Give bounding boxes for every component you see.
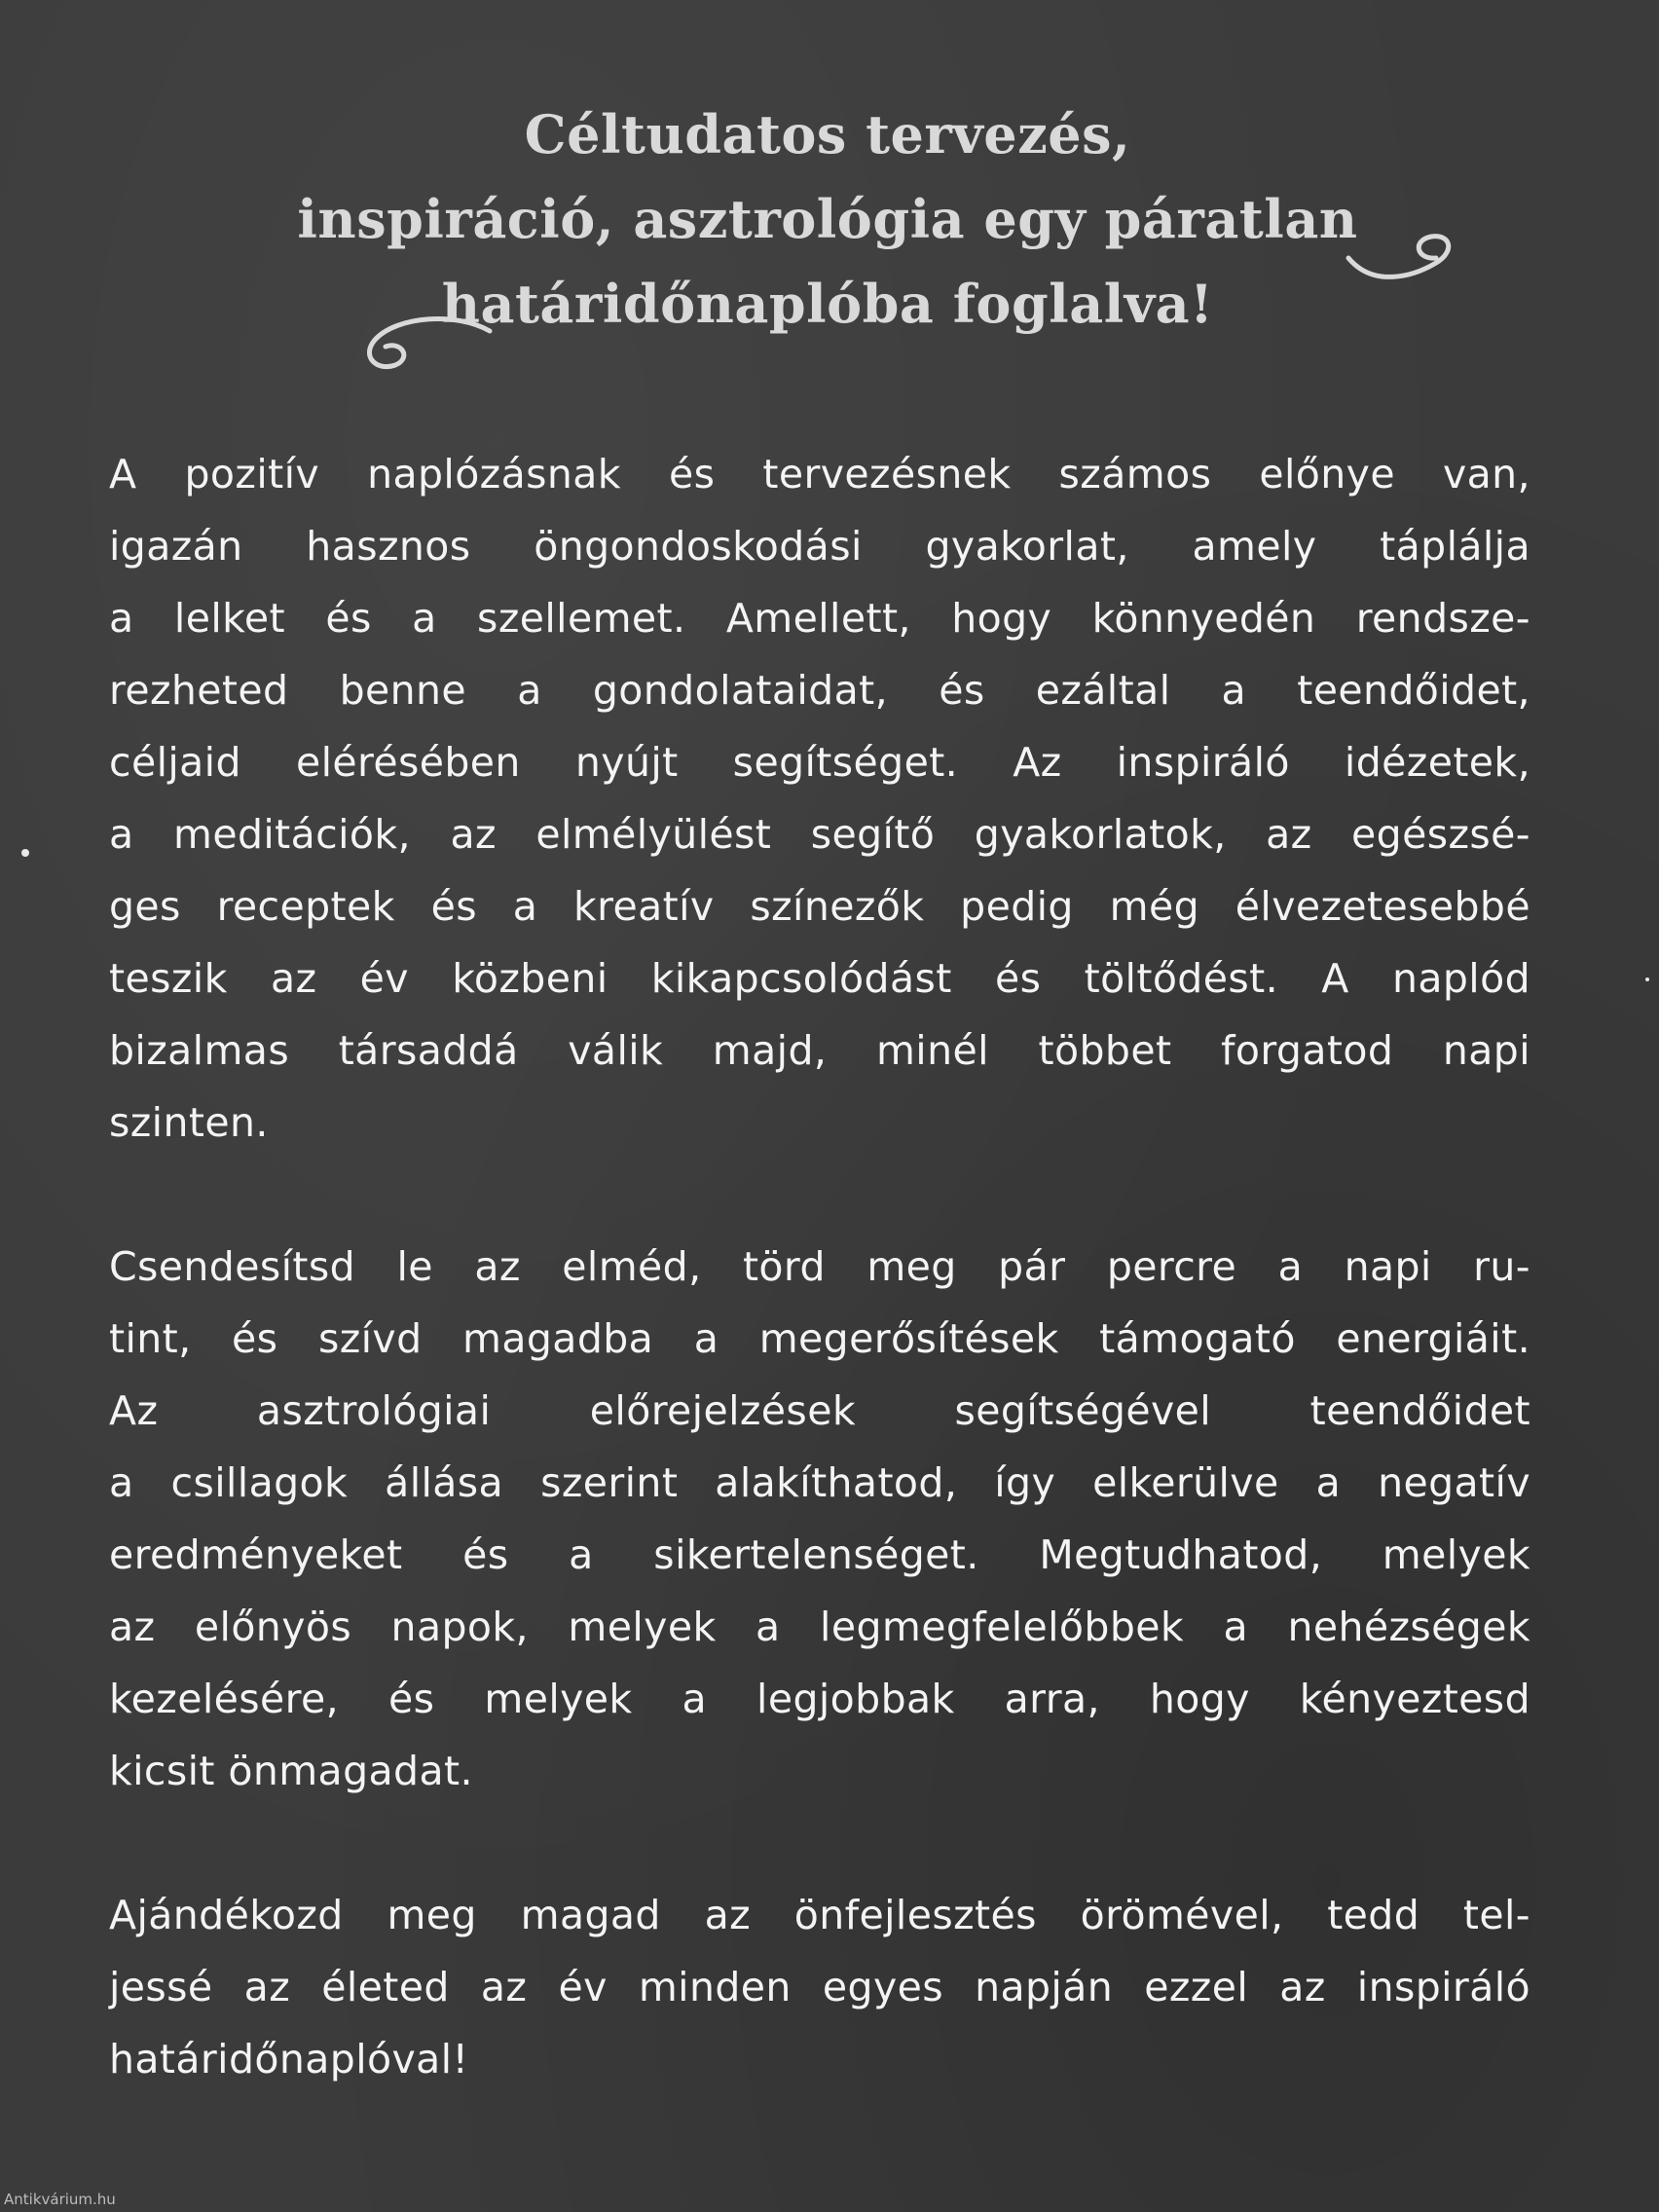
text-line: határidőnaplóval!: [109, 2036, 469, 2083]
description-text: [109, 438, 1530, 2167]
text-line: A pozitív naplózásnak és tervezésnek számos előnye van,: [109, 451, 1530, 498]
text-line: Csendesítsd le az elméd, törd meg pár percre a napi ru-: [109, 1243, 1530, 1290]
headline: [195, 92, 1460, 347]
watermark: Antikvárium.hu: [4, 2191, 116, 2208]
headline-line-2: inspiráció, asztrológia egy páratlan: [297, 188, 1358, 250]
headline-line-3: határidőnaplóba foglalva!: [441, 273, 1214, 335]
text-line: kezelésére, és melyek a legjobbak arra, hogy kényeztesd: [109, 1676, 1530, 1722]
headline-line-1: Céltudatos tervezés,: [524, 103, 1131, 166]
text-line: a csillagok állása szerint alakíthatod, így elkerülve a negatív: [109, 1459, 1530, 1506]
text-line: Ajándékozd meg magad az önfejlesztés örömével, tedd tel-: [109, 1892, 1530, 1938]
text-line: a lelket és a szellemet. Amellett, hogy könnyedén rendsze-: [109, 595, 1530, 642]
text-line: tint, és szívd magadba a megerősítések támogató energiáit.: [109, 1315, 1530, 1362]
text-line: a meditációk, az elmélyülést segítő gyakorlatok, az egészsé-: [109, 811, 1530, 858]
text-line: eredményeket és a sikertelenséget. Megtudhatod, melyek: [109, 1531, 1530, 1578]
text-line: teszik az év közbeni kikapcsolódást és töltődést. A naplód: [109, 955, 1530, 1002]
text-line: rezheted benne a gondolataidat, és ezáltal a teendőidet,: [109, 667, 1530, 714]
text-line: bizalmas társaddá válik majd, minél többet forgatod napi: [109, 1027, 1530, 1074]
dust-speck: [1645, 977, 1649, 981]
text-line: szinten.: [109, 1099, 269, 1146]
text-line: az előnyös napok, melyek a legmegfelelőbbek a nehézségek: [109, 1604, 1530, 1650]
paragraph-3: [109, 1879, 1530, 2095]
paragraph-2: [109, 1231, 1530, 1807]
text-line: kicsit önmagadat.: [109, 1748, 473, 1794]
text-line: ges receptek és a kreatív színezők pedig még élvezetesebbé: [109, 883, 1530, 930]
text-line: Az asztrológiai előrejelzések segítségével teendőidet: [109, 1387, 1530, 1434]
paragraph-1: [109, 438, 1530, 1159]
dust-speck: [21, 849, 29, 857]
text-line: céljaid elérésében nyújt segítséget. Az inspiráló idézetek,: [109, 739, 1530, 786]
text-line: igazán hasznos öngondoskodási gyakorlat, amely táplálja: [109, 523, 1530, 570]
text-line: jessé az életed az év minden egyes napján ezzel az inspiráló: [109, 1964, 1530, 2010]
